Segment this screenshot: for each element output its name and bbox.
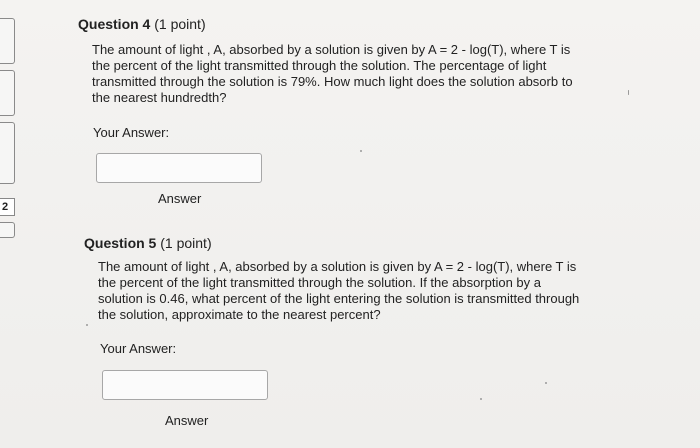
screen-speck [86, 324, 88, 326]
screen-speck [480, 398, 482, 400]
question-nav-item[interactable] [0, 18, 15, 64]
your-answer-label: Your Answer: [100, 341, 177, 356]
question-4-block [78, 16, 588, 140]
question-text: The amount of light , A, absorbed by a solution is given by A = 2 - log(T), where T is the percent of the light transmitted through the solution. If the absorption by a solution is 0.46, what percent of the light entering the solution is transmitted through the solution, approximate to the nearest percent? [98, 259, 580, 322]
screen-speck [360, 150, 362, 152]
question-nav-item[interactable] [0, 122, 15, 184]
question-title [84, 235, 594, 251]
question-title [78, 16, 588, 32]
question-nav-strip [0, 0, 16, 448]
question-nav-item[interactable] [0, 222, 15, 238]
answer-input-q4[interactable] [96, 153, 262, 183]
question-number-label: Question 4 [78, 16, 151, 32]
question-nav-number[interactable]: 2 [0, 198, 15, 216]
question-points: (1 point) [154, 16, 206, 32]
answer-caption-q5: Answer [165, 413, 209, 428]
answer-input-q5[interactable] [102, 370, 268, 400]
screen-speck [545, 382, 547, 384]
question-5-block [84, 235, 594, 356]
screen-speck [628, 90, 629, 95]
your-answer-label: Your Answer: [93, 125, 170, 140]
question-nav-item[interactable] [0, 70, 15, 116]
question-points: (1 point) [160, 235, 212, 251]
answer-caption-q4: Answer [158, 191, 202, 206]
question-number-label: Question 5 [84, 235, 157, 251]
question-text: The amount of light , A, absorbed by a solution is given by A = 2 - log(T), where T is the percent of the light transmitted through the solution. The percentage of light transmitted through the solution is 79%. How much light does the solution absorb to the nearest hundredth? [92, 42, 573, 105]
